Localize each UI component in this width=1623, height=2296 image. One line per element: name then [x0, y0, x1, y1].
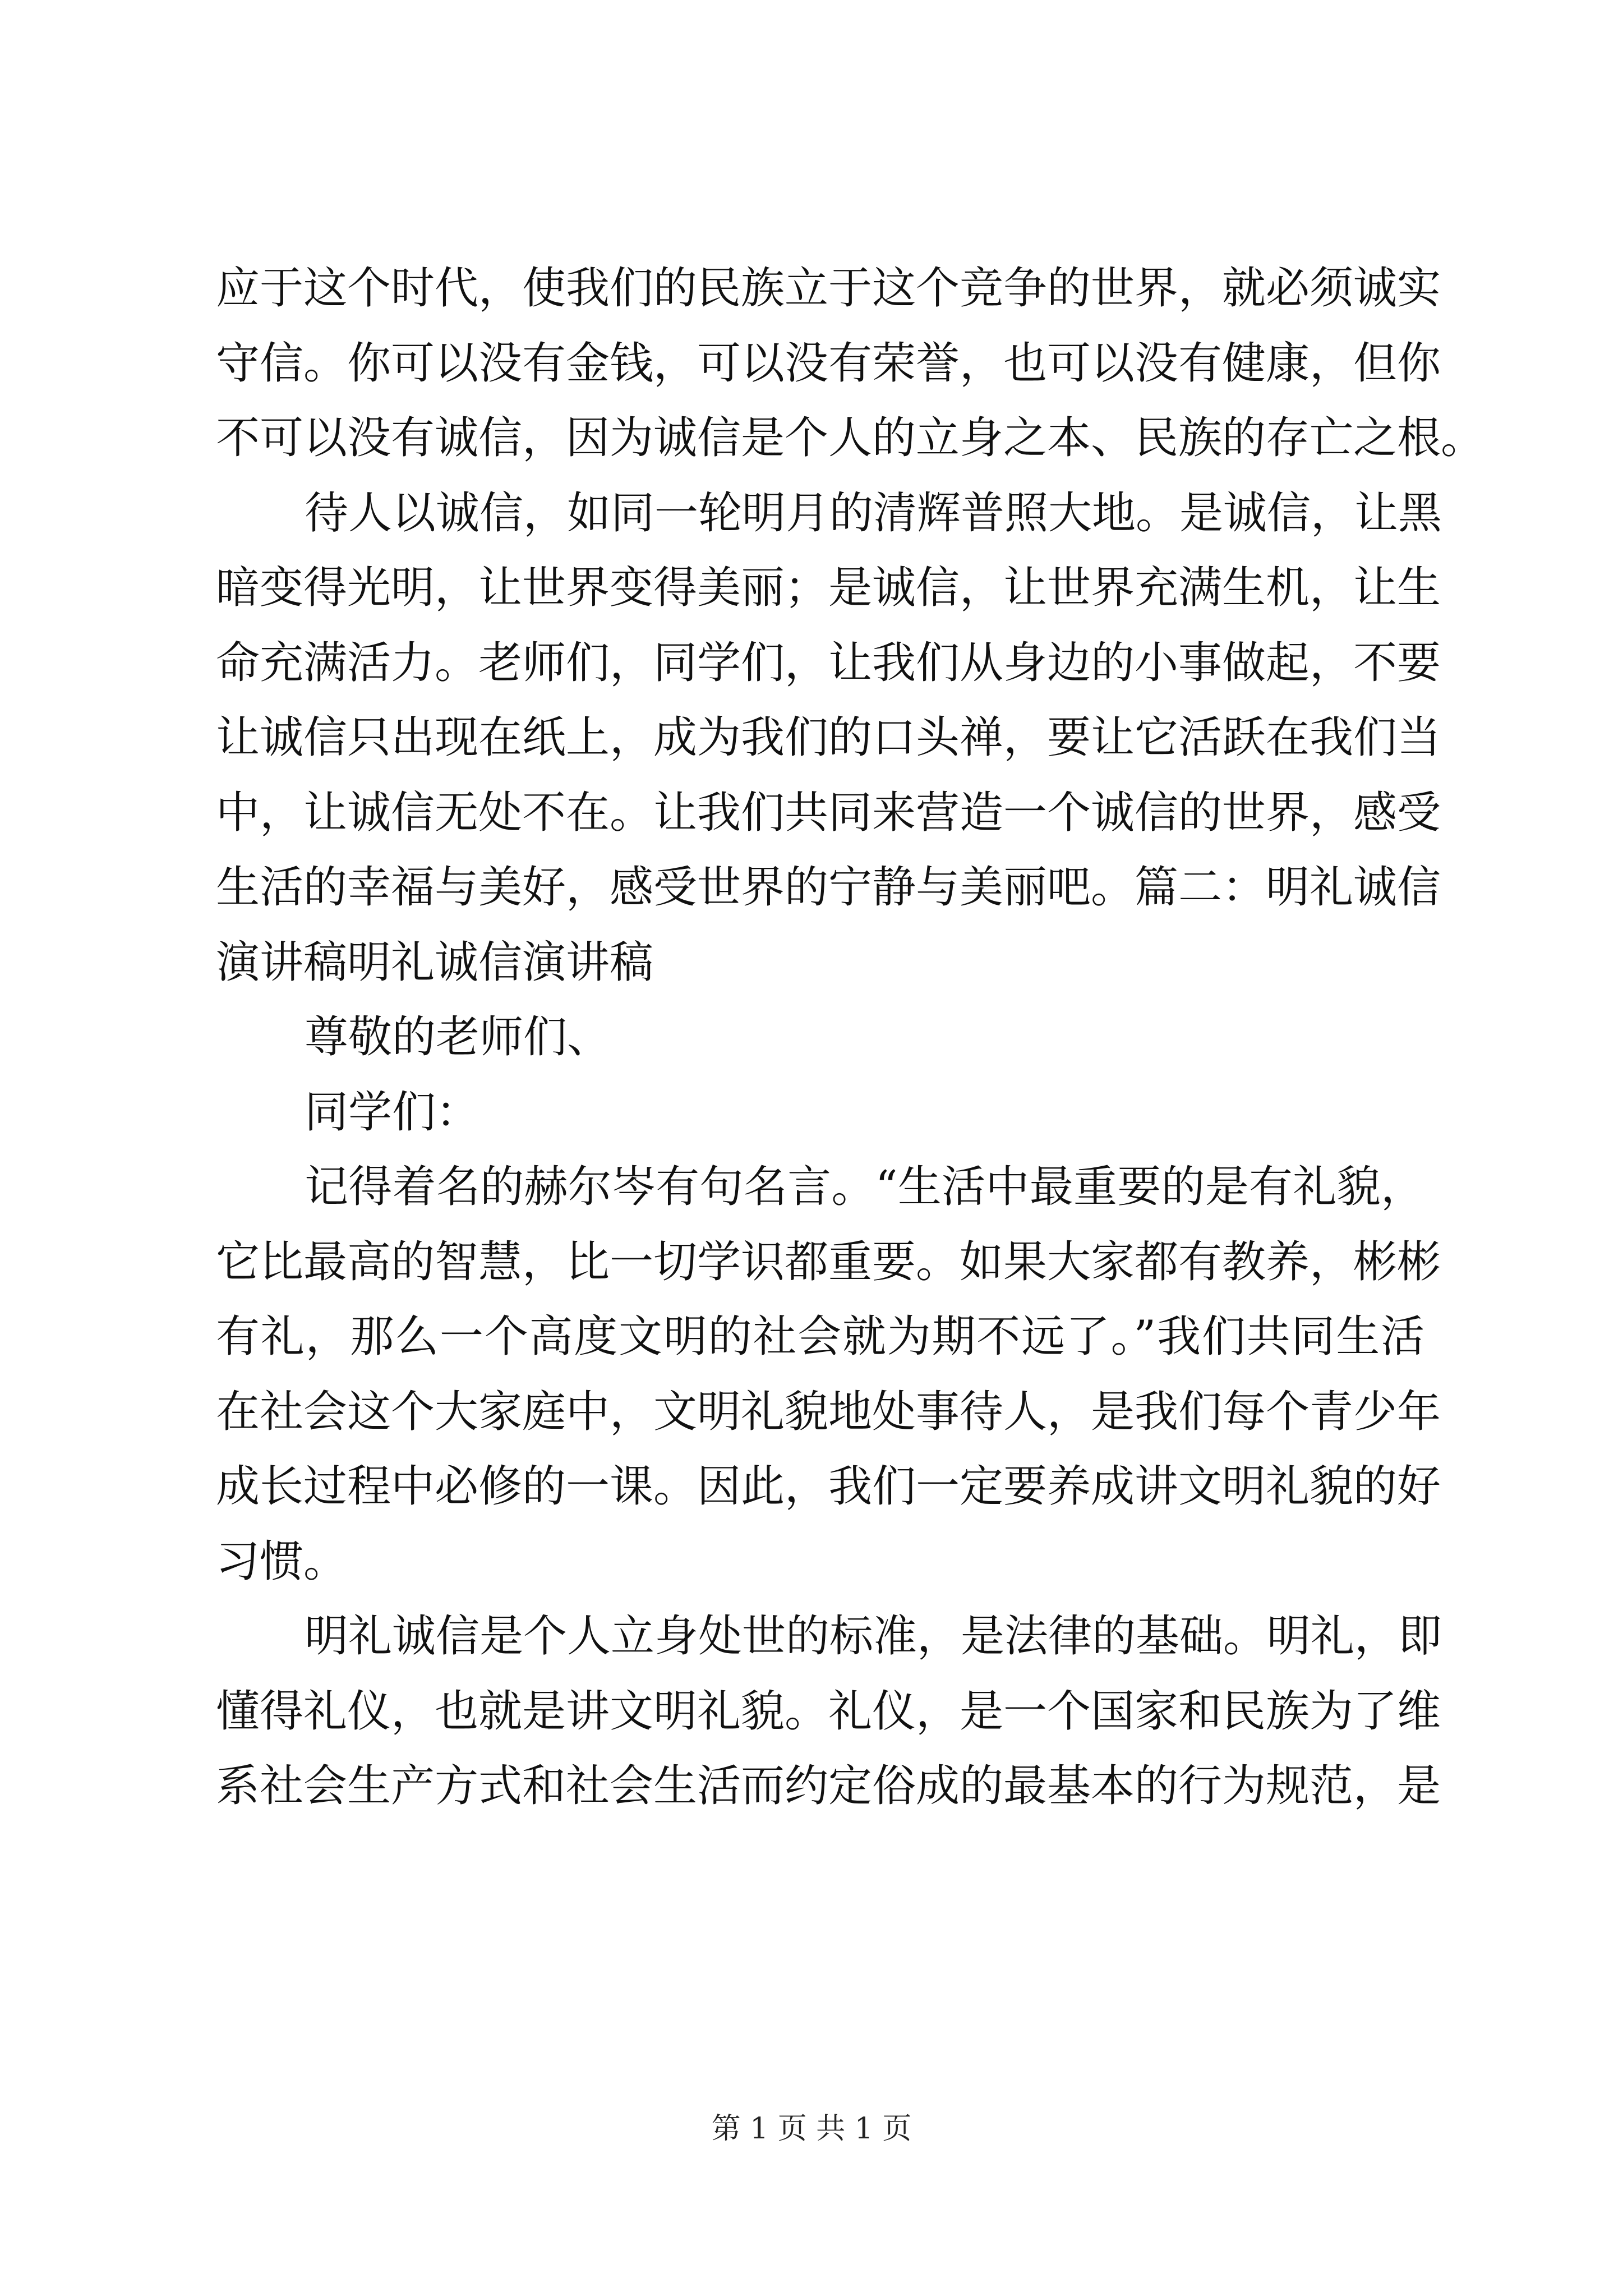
body-text [216, 251, 1485, 1824]
text-line: 不可以没有诚信，因为诚信是个人的立身之本、民族的存亡之根。 [216, 413, 1485, 463]
text-line: 生活的幸福与美好，感受世界的宁静与美丽吧。篇二：明礼诚信 [216, 862, 1441, 913]
text-line: 记得着名的赫尔岑有句名言。“生活中最重要的是有礼貌， [305, 1162, 1424, 1212]
text-line: 守信。你可以没有金钱，可以没有荣誉，也可以没有健康，但你 [216, 338, 1441, 389]
text-line: 成长过程中必修的一课。因此，我们一定要养成讲文明礼貌的好 [216, 1461, 1441, 1512]
text-line: 在社会这个大家庭中，文明礼貌地处事待人，是我们每个青少年 [216, 1386, 1441, 1437]
text-line: 让诚信只出现在纸上，成为我们的口头禅，要让它活跃在我们当 [216, 712, 1441, 763]
text-line: 命充满活力。老师们，同学们，让我们从身边的小事做起，不要 [216, 637, 1441, 688]
text-line: 演讲稿明礼诚信演讲稿 [216, 937, 654, 988]
text-line: 暗变得光明，让世界变得美丽；是诚信，让世界充满生机，让生 [216, 563, 1441, 613]
text-line: 中，让诚信无处不在。让我们共同来营造一个诚信的世界，感受 [216, 787, 1441, 838]
text-line: 同学们： [305, 1087, 480, 1138]
text-line: 懂得礼仪，也就是讲文明礼貌。礼仪，是一个国家和民族为了维 [216, 1686, 1441, 1737]
text-line: 明礼诚信是个人立身处世的标准，是法律的基础。明礼，即 [305, 1611, 1442, 1662]
text-line: 有礼，那么一个高度文明的社会就为期不远了。”我们共同生活 [216, 1312, 1424, 1362]
text-line: 系社会生产方式和社会生活而约定俗成的最基本的行为规范，是 [216, 1761, 1441, 1811]
text-line: 应于这个时代，使我们的民族立于这个竞争的世界，就必须诚实 [216, 263, 1441, 314]
text-line: 习惯。 [216, 1536, 348, 1587]
page-footer: 第 1 页 共 1 页 [711, 2112, 912, 2146]
text-line: 待人以诚信，如同一轮明月的清辉普照大地。是诚信，让黑 [305, 487, 1442, 539]
text-line: 尊敬的老师们、 [305, 1012, 611, 1062]
text-line: 它比最高的智慧，比一切学识都重要。如果大家都有教养，彬彬 [216, 1236, 1441, 1287]
